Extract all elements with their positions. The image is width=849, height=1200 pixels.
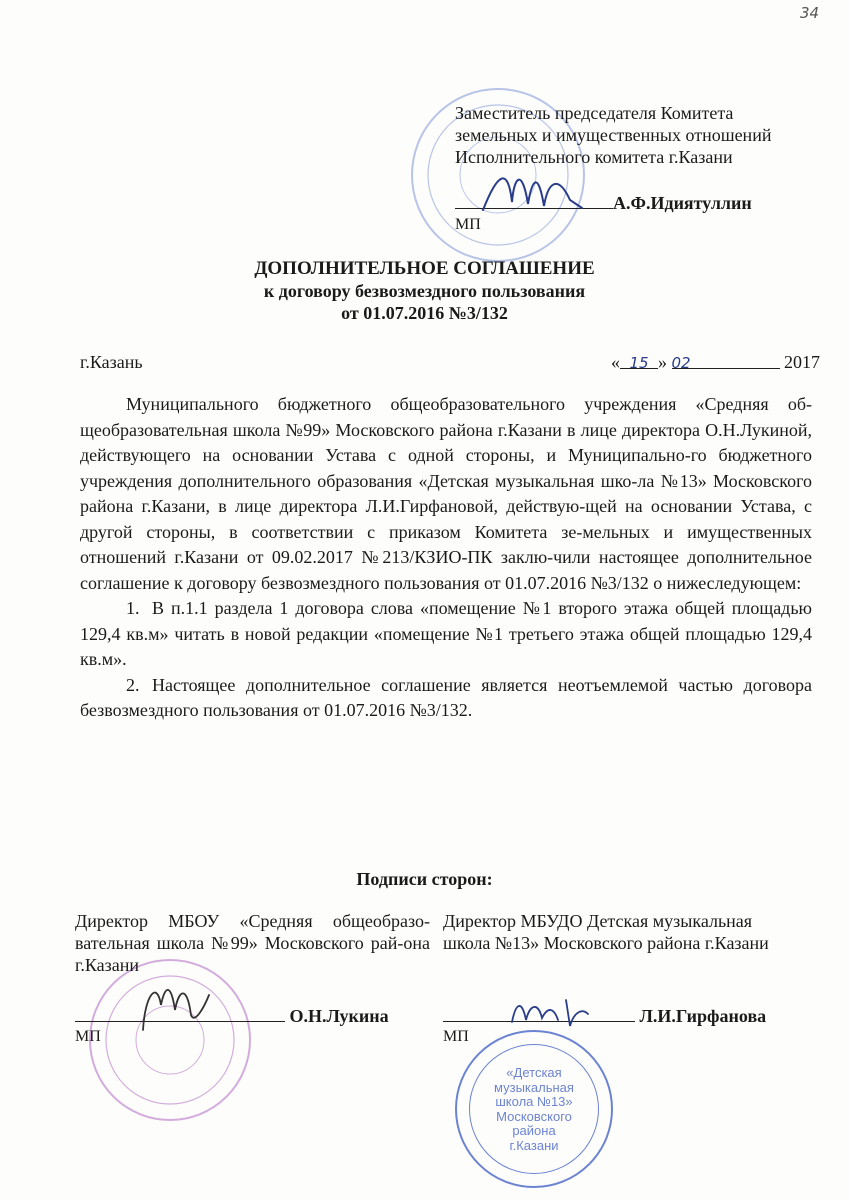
agreement-body (80, 392, 812, 724)
clause-1-number: 1. (126, 598, 140, 618)
signature-underline (455, 192, 613, 209)
date-close-quote: » (658, 352, 667, 372)
party-left (75, 910, 430, 976)
date-open-quote: « (611, 352, 620, 372)
clause-2 (80, 673, 812, 724)
title-line-2: к договору безвозмездного пользования (263, 281, 586, 301)
stamp-school-99-seal (85, 955, 255, 1125)
stamp-line-1: «Детская (506, 1065, 562, 1080)
stamp-line-6: г.Казани (509, 1137, 559, 1153)
document-title (0, 258, 849, 324)
date-day: 15 (629, 354, 649, 372)
title-line-3: от 01.07.2016 №3/132 (341, 303, 508, 323)
clause-1 (80, 596, 812, 673)
stamp-line-3: школа №13» (495, 1094, 573, 1109)
date (611, 352, 820, 373)
approval-block (455, 102, 815, 233)
party-right-title: Директор МБУДО Детская музыкальная школа №13» Московского района г.Казани (443, 911, 769, 953)
party-right-mp: МП (443, 1028, 469, 1045)
stamp-line-5: района (512, 1123, 556, 1138)
clause-2-number: 2. (126, 674, 140, 695)
clause-2-text: Настоящее дополнительное соглашение является неотъемлемой частью договора безвозмездного пользования от 01.07.2016 №3/132. (80, 674, 812, 720)
party-right (443, 910, 803, 954)
page-number: 34 (800, 4, 820, 22)
approval-mp: МП (455, 216, 481, 233)
date-month-field (671, 352, 780, 372)
party-left-underline (75, 1005, 285, 1022)
clause-1-text: В п.1.1 раздела 1 договора слова «помещение №1 второго этажа общей площадью 129,4 кв.м» читать в новой редакции «помещение №1 третьего этажа общей площадью 129,4 кв.м». (80, 598, 812, 669)
party-left-title: Директор МБОУ «Средняя общеобразо-вательная школа №99» Московского рай-она г.Казани (75, 911, 430, 975)
party-left-signature-line (75, 1005, 435, 1027)
stamp-music-school-13-seal (455, 1030, 613, 1188)
party-right-underline (443, 1005, 635, 1022)
stamp-line-2: музыкальная (494, 1079, 574, 1095)
date-year: 2017 (784, 352, 820, 372)
date-day-field (620, 352, 658, 372)
signatures-heading: Подписи сторон: (356, 869, 493, 889)
place: г.Казань (80, 352, 143, 372)
date-month: 02 (671, 354, 691, 372)
party-right-signature-line (443, 1005, 813, 1027)
party-right-signer: Л.И.Гирфанова (639, 1006, 767, 1026)
title-line-1: ДОПОЛНИТЕЛЬНОЕ СОГЛАШЕНИЕ (254, 258, 595, 279)
stamp-line-4: Московского (496, 1108, 572, 1124)
intro-paragraph: Муниципального бюджетного общеобразовательного учреждения «Средняя об-щеобразовательная школа №99» Московского района г.Казани в лице директора О.Н.Лукиной, действующего на основании Устава с одной стороны, и Муниципально-го бюджетного учреждения дополнительного образования «Детская музыкальная шко-ла №13» Московского района г.Казани, в лице директора Л.И.Гирфановой, действую-щей на основании Устава, с другой стороны, в соответствии с приказом Комитета зе-мельных и имущественных отношений г.Казани от 09.02.2017 №213/КЗИО-ПК заклю-чили настоящее дополнительное соглашение к договору безвозмездного пользования от 01.07.2016 №3/132 о нижеследующем: (80, 394, 812, 593)
party-left-mp: МП (75, 1028, 101, 1045)
approval-line-1: Заместитель председателя Комитета (455, 103, 734, 123)
place-date-row (80, 352, 820, 376)
approval-signer: А.Ф.Идиятуллин (613, 193, 752, 213)
approval-line-2: земельных и имущественных отношений (455, 125, 772, 145)
approval-signature-line (455, 192, 815, 216)
approval-line-3: Исполнительного комитета г.Казани (455, 147, 733, 167)
party-left-signer: О.Н.Лукина (289, 1006, 389, 1026)
